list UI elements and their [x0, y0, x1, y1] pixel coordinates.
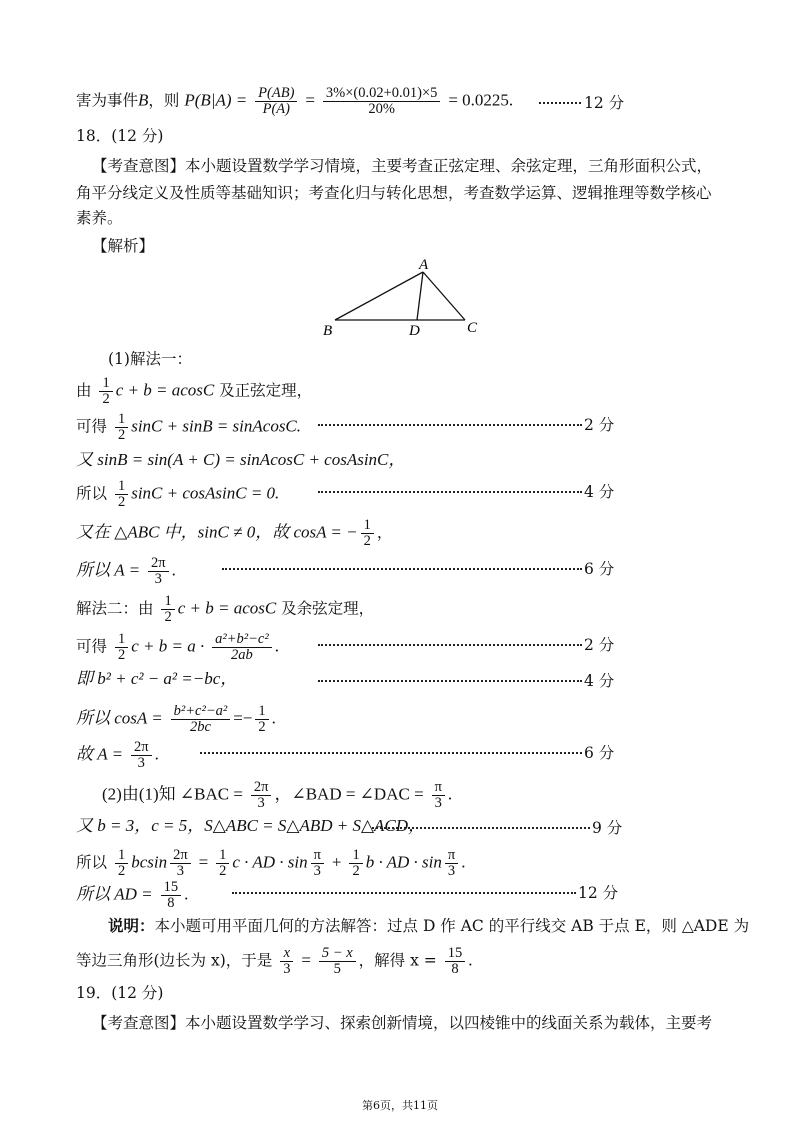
q19-heading: 19．(12 分): [76, 984, 164, 1002]
m2-line4: 所以 cosA = $\frac{\text{b²+c²−a²}}{2bc}$ =− $\frac{1}{2}$ .: [76, 703, 276, 736]
note-line2: 等边三角形(边长为 x)，于是 $\frac{x}{3}$ = $\frac{5 - x}{5}$ ，解得 x = $\frac{15}{8}$ .: [76, 945, 473, 978]
score-12: 12 分: [584, 94, 625, 112]
vertex-a-label: A: [419, 257, 429, 273]
m2-line2: 可得 $\frac{1}{2}$ c + b = a · $\frac{\text{a²+b²−c²}}{2ab}$ .: [76, 631, 279, 664]
vertex-c-label: C: [467, 320, 478, 336]
m1-line6: 所以 A = $\frac{2\pi}{3}$ .: [76, 555, 176, 588]
q19-intent: 【考查意图】本小题设置数学学习、探索创新情境，以四棱锥中的线面关系为载体，主要考: [92, 1014, 713, 1032]
m2-line3: 即 b² + c² − a² =−bc，: [76, 669, 238, 688]
score-2b: 2 分: [584, 636, 615, 654]
score-12b: 12 分: [578, 884, 619, 902]
p2-line3: 所以 $\frac{1}{2}$ bcsin $\frac{2\pi}{3}$ = $\frac{1}{2}$ c · AD · sin $\frac{\pi}{3}$ + $\frac{1}{2}$ b · AD · sin $\frac{\pi}{3}$ .: [76, 847, 466, 880]
conditional-prob: P(B|A) =: [184, 90, 248, 110]
score-2a: 2 分: [584, 416, 615, 434]
score-9: 9 分: [592, 819, 623, 837]
intent-label: 【考查意图】: [92, 157, 186, 175]
m1-line3: 又 sinB = sin(A + C) = sinAcosC + cosAsinC，: [76, 450, 406, 469]
p2-line1: (2)由(1)知 ∠BAC = $\frac{2\pi}{3}$ ，∠BAD = ∠DAC = $\frac{\pi}{3}$ .: [102, 779, 453, 812]
fraction-pab-pa: $\frac{P(AB)}{P(A)}$: [255, 86, 297, 117]
vertex-b-label: B: [323, 323, 333, 339]
m1-line1: 由 $\frac{1}{2}$ c + b = acosC 及正弦定理，: [76, 375, 313, 408]
score-6b: 6 分: [584, 744, 615, 762]
score-6a: 6 分: [584, 560, 615, 578]
q18-heading: 18．(12 分): [76, 127, 164, 145]
note-label: 说明：: [108, 916, 155, 935]
top-formula-line: 害为事件B，则 P(B|A) = $\frac{P(AB)}{P(A)}$ = $\frac{3\%\times(0.02+0.01)\times 5}{20\%}$ = 0.0225.: [76, 85, 514, 118]
m1-line4: 所以 $\frac{1}{2}$ sinC + cosAsinC = 0.: [76, 478, 280, 511]
point-d-label: D: [409, 323, 420, 339]
q18-intent-line3: 素养。: [76, 209, 123, 227]
score-4b: 4 分: [584, 672, 615, 690]
method1-heading: (1)解法一：: [108, 350, 192, 368]
fraction-probability-calc: $\frac{3\%\times(0.02+0.01)\times 5}{20\%}$: [323, 86, 441, 117]
q18-intent-line2: 角平分线定义及性质等基础知识；考查化归与转化思想，考查数学运算、逻辑推理等数学核心: [76, 184, 712, 202]
p2-line4: 所以 AD = $\frac{15}{8}$ .: [76, 879, 189, 912]
triangle-figure: [315, 255, 515, 345]
p2-line2: 又 b = 3，c = 5，S△ABC = S△ABD + S△ACD，: [76, 816, 426, 835]
page-number: 第6页，共11页: [362, 1099, 438, 1112]
probability-result: = 0.0225.: [448, 90, 514, 110]
score-leader: [539, 102, 581, 104]
note-line1: 说明：本小题可用平面几何的方法解答：过点 D 作 AC 的平行线交 AB 于点 E，则 △ADE 为: [108, 916, 750, 935]
m1-line5: 又在 △ABC 中，sinC ≠ 0，故 cosA = − $\frac{1}{2}$ ，: [76, 517, 393, 550]
q18-intent: 【考查意图】本小题设置数学学习情境，主要考查正弦定理、余弦定理，三角形面积公式，: [92, 157, 713, 175]
m1-line2: 可得 $\frac{1}{2}$ sinC + sinB = sinAcosC.: [76, 411, 302, 444]
analysis-label: 【解析】: [92, 237, 155, 255]
m2-line1: 解法二：由 $\frac{1}{2}$ c + b = acosC 及余弦定理，: [76, 593, 375, 626]
m2-line5: 故 A = $\frac{2\pi}{3}$ .: [76, 739, 159, 772]
event-b: B: [138, 90, 149, 110]
score-4a: 4 分: [584, 483, 615, 501]
